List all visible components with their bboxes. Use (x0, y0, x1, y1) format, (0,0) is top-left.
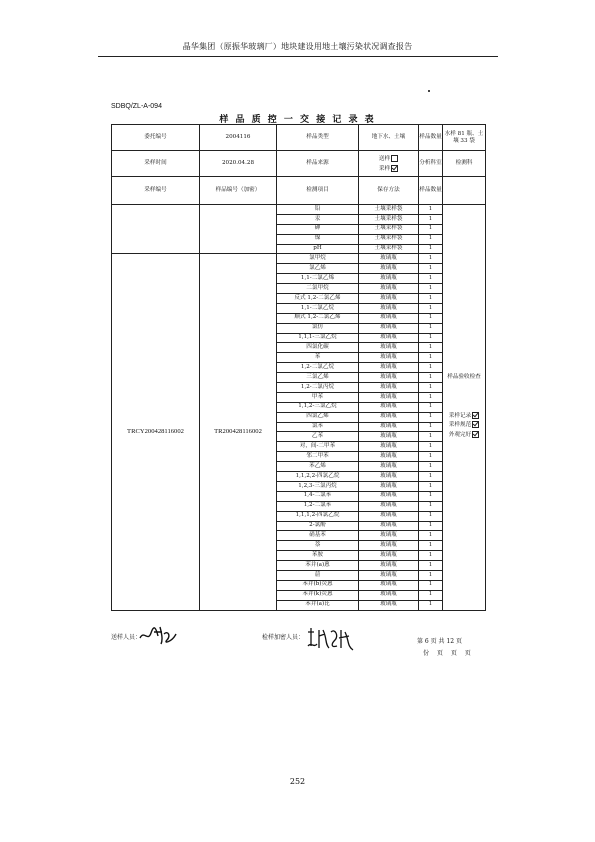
preserve-method-cell: 玻璃瓶 (359, 264, 419, 274)
receiver-signature (305, 626, 355, 652)
test-item-cell: 1,1,2,2-四氯乙烷 (277, 472, 359, 482)
test-item-cell: 苯胺 (277, 551, 359, 561)
sampling-no-cell: TRCY200428116002 (112, 254, 200, 610)
test-item-cell: 四氯乙烯 (277, 412, 359, 422)
sender-signature (138, 624, 178, 646)
preserve-method-cell: 玻璃瓶 (359, 501, 419, 511)
sample-qty-cell: 1 (419, 214, 443, 224)
test-item-cell: 甲苯 (277, 392, 359, 402)
preserve-method-cell: 土壤采样袋 (359, 205, 419, 215)
inspection-label: 样品验收检查 (447, 373, 481, 380)
checkbox-send[interactable] (391, 155, 398, 162)
preserve-method-cell: 玻璃瓶 (359, 333, 419, 343)
test-item-cell: 氯乙烯 (277, 264, 359, 274)
sample-qty-cell: 1 (419, 402, 443, 412)
preserve-method-cell: 土壤采样袋 (359, 234, 419, 244)
preserve-method-cell: 玻璃瓶 (359, 363, 419, 373)
inspection-check-item (443, 431, 485, 439)
soil-sampling-no-blank (112, 205, 200, 254)
test-item-cell: 砷 (277, 224, 359, 234)
preserve-method-cell: 玻璃瓶 (359, 284, 419, 294)
sample-qty-cell: 1 (419, 541, 443, 551)
inspection-check-item (443, 412, 485, 420)
sample-qty-cell: 1 (419, 432, 443, 442)
preserve-method-cell: 玻璃瓶 (359, 383, 419, 393)
test-item-cell: 1,1-二氯乙烯 (277, 274, 359, 284)
test-item-cell: 三氯乙烯 (277, 373, 359, 383)
col-sample-no: 样品编号（加密） (200, 177, 277, 205)
test-item-cell: 苯乙烯 (277, 462, 359, 472)
test-item-cell: 1,1,2-三氯乙烷 (277, 402, 359, 412)
sample-count-label: 样品数量 (419, 125, 443, 151)
sample-qty-cell: 1 (419, 274, 443, 284)
test-item-cell: 1,2-二氯丙烷 (277, 383, 359, 393)
sample-qty-cell: 1 (419, 472, 443, 482)
test-item-cell: 苯并(k)荧蒽 (277, 590, 359, 600)
test-item-cell: 1,4-二氯苯 (277, 491, 359, 501)
preserve-method-cell: 玻璃瓶 (359, 452, 419, 462)
test-item-cell: 䓛 (277, 570, 359, 580)
preserve-method-cell: 玻璃瓶 (359, 521, 419, 531)
soil-sample-no-blank (200, 205, 277, 254)
source-options (359, 151, 419, 177)
entrust-no-value: 2004116 (200, 125, 277, 151)
item-row (112, 205, 486, 215)
sample-qty-cell: 1 (419, 501, 443, 511)
checkbox-sampling[interactable] (391, 165, 398, 172)
sample-qty-cell: 1 (419, 333, 443, 343)
inspection-checkbox[interactable] (472, 421, 479, 428)
sample-qty-cell: 1 (419, 224, 443, 234)
source-option-send-label: 送样 (378, 155, 391, 162)
sample-type-value: 地下水、土壤 (359, 125, 419, 151)
test-item-cell: 氯仿 (277, 323, 359, 333)
preserve-method-cell: 玻璃瓶 (359, 511, 419, 521)
sample-qty-cell: 1 (419, 422, 443, 432)
test-item-cell: 2-氯酚 (277, 521, 359, 531)
sample-qty-cell: 1 (419, 353, 443, 363)
receiver-label: 检样加密人员： (262, 634, 305, 641)
test-item-cell: 1,1,1-三氯乙烷 (277, 333, 359, 343)
test-item-cell: 对，间-二甲苯 (277, 442, 359, 452)
sample-qty-cell: 1 (419, 531, 443, 541)
sample-qty-cell: 1 (419, 313, 443, 323)
preserve-method-cell: 玻璃瓶 (359, 392, 419, 402)
preserve-method-cell: 玻璃瓶 (359, 373, 419, 383)
col-sampling-no: 采样编号 (112, 177, 200, 205)
preserve-method-cell: 玻璃瓶 (359, 462, 419, 472)
preserve-method-cell: 玻璃瓶 (359, 580, 419, 590)
sample-qty-cell: 1 (419, 462, 443, 472)
sample-qty-cell: 1 (419, 521, 443, 531)
test-item-cell: 苯并(b)荧蒽 (277, 580, 359, 590)
sample-qty-cell: 1 (419, 491, 443, 501)
sample-qty-cell: 1 (419, 551, 443, 561)
test-item-cell: 二氯甲烷 (277, 284, 359, 294)
test-item-cell: 1,2-二氯苯 (277, 501, 359, 511)
preserve-method-cell: 玻璃瓶 (359, 561, 419, 571)
sample-qty-cell: 1 (419, 392, 443, 402)
analysis-dept-value: 检测科 (443, 151, 486, 177)
test-item-cell: 1,1-二氯乙烷 (277, 303, 359, 313)
test-item-cell: 氯苯 (277, 422, 359, 432)
inspection-checkbox[interactable] (472, 412, 479, 419)
preserve-method-cell: 玻璃瓶 (359, 412, 419, 422)
sample-qty-cell: 1 (419, 511, 443, 521)
page-count: 第 6 页 共 12 页 (417, 638, 462, 645)
col-test-item: 检测项目 (277, 177, 359, 205)
sample-qty-cell: 1 (419, 481, 443, 491)
test-item-cell: 铅 (277, 205, 359, 215)
test-item-cell: 1,1,1,2-四氯乙烷 (277, 511, 359, 521)
preserve-method-cell: 玻璃瓶 (359, 541, 419, 551)
inspection-cell (443, 205, 486, 611)
preserve-method-cell: 玻璃瓶 (359, 313, 419, 323)
sample-qty-cell: 1 (419, 363, 443, 373)
sample-qty-cell: 1 (419, 600, 443, 610)
sample-qty-cell: 1 (419, 412, 443, 422)
page-number: 252 (289, 777, 306, 786)
test-item-cell: 苯 (277, 353, 359, 363)
sample-qty-cell: 1 (419, 442, 443, 452)
inspection-check-label: 采样记录 (448, 412, 472, 419)
preserve-method-cell: 土壤采样袋 (359, 244, 419, 254)
test-item-cell: 苯并(a)芘 (277, 600, 359, 610)
preserve-method-cell: 玻璃瓶 (359, 303, 419, 313)
column-header-row (112, 177, 486, 205)
sample-qty-cell: 1 (419, 452, 443, 462)
preserve-method-cell: 玻璃瓶 (359, 353, 419, 363)
test-item-cell: 汞 (277, 214, 359, 224)
inspection-check-label: 外观完好 (448, 431, 472, 438)
analysis-dept-label: 分析科室 (419, 151, 443, 177)
col-sample-qty: 样品数量 (419, 177, 443, 205)
preserve-method-cell: 玻璃瓶 (359, 472, 419, 482)
sample-source-label: 样品来源 (277, 151, 359, 177)
sample-qty-cell: 1 (419, 323, 443, 333)
preserve-method-cell: 土壤采样袋 (359, 214, 419, 224)
test-item-cell: 乙苯 (277, 432, 359, 442)
preserve-method-cell: 土壤采样袋 (359, 224, 419, 234)
sample-qty-cell: 1 (419, 343, 443, 353)
sample-qty-cell: 1 (419, 580, 443, 590)
sample-count-value: 水样 81 瓶、土壤 33 袋 (443, 125, 486, 151)
preserve-method-cell: 玻璃瓶 (359, 590, 419, 600)
inspection-check-label: 采样规范 (448, 422, 472, 429)
test-item-cell: 氯甲烷 (277, 254, 359, 264)
sample-qty-cell: 1 (419, 373, 443, 383)
preserve-method-cell: 玻璃瓶 (359, 343, 419, 353)
test-item-cell: 萘 (277, 541, 359, 551)
sample-qty-cell: 1 (419, 383, 443, 393)
test-item-cell: 1,2,3-三氯丙烷 (277, 481, 359, 491)
sample-qty-cell: 1 (419, 590, 443, 600)
sample-qty-cell: 1 (419, 244, 443, 254)
sample-qty-cell: 1 (419, 234, 443, 244)
entrust-no-label: 委托编号 (112, 125, 200, 151)
sample-qty-cell: 1 (419, 205, 443, 215)
sample-qty-cell: 1 (419, 561, 443, 571)
col-blank (443, 177, 486, 205)
sampling-time-label: 采样时间 (112, 151, 200, 177)
preserve-method-cell: 玻璃瓶 (359, 491, 419, 501)
header-row-entrust (112, 125, 486, 151)
preserve-method-cell: 玻璃瓶 (359, 294, 419, 304)
sample-handover-table (111, 124, 486, 611)
header-divider (98, 56, 498, 57)
preserve-method-cell: 玻璃瓶 (359, 481, 419, 491)
scan-speck (428, 90, 430, 92)
preserve-method-cell: 玻璃瓶 (359, 402, 419, 412)
form-title: 样 品 质 控 一 交 接 记 录 表 (219, 115, 376, 125)
sample-qty-cell: 1 (419, 570, 443, 580)
sample-qty-cell: 1 (419, 264, 443, 274)
source-option-sample-label: 采样 (378, 165, 391, 172)
test-item-cell: 反式 1,2-二氯乙烯 (277, 294, 359, 304)
preserve-method-cell: 玻璃瓶 (359, 531, 419, 541)
preserve-method-cell: 玻璃瓶 (359, 600, 419, 610)
test-item-cell: 苯并(a)蒽 (277, 561, 359, 571)
sample-no-cell: TR200428116002 (200, 254, 277, 610)
sample-qty-cell: 1 (419, 303, 443, 313)
test-item-cell: pH (277, 244, 359, 254)
sender-label: 送样人员： (111, 634, 142, 641)
sample-qty-cell: 1 (419, 284, 443, 294)
sampling-time-value: 2020.04.28 (200, 151, 277, 177)
preserve-method-cell: 玻璃瓶 (359, 442, 419, 452)
test-item-cell: 硝基苯 (277, 531, 359, 541)
preserve-method-cell: 玻璃瓶 (359, 551, 419, 561)
preserve-method-cell: 玻璃瓶 (359, 254, 419, 264)
document-code: SDBQ/ZL-A-094 (111, 103, 162, 110)
test-item-cell: 邻二甲苯 (277, 452, 359, 462)
inspection-checkbox[interactable] (472, 431, 479, 438)
header-row-sampling (112, 151, 486, 177)
report-header: 晶华集团（原振华玻璃厂）地块建设用地土壤污染状况调查报告 (182, 42, 413, 51)
preserve-method-cell: 玻璃瓶 (359, 570, 419, 580)
preserve-method-cell: 玻璃瓶 (359, 432, 419, 442)
sample-type-label: 样品类型 (277, 125, 359, 151)
test-item-cell: 顺式 1,2-二氯乙烯 (277, 313, 359, 323)
inspection-check-item (443, 421, 485, 429)
test-item-cell: 镍 (277, 234, 359, 244)
test-item-cell: 四氯化碳 (277, 343, 359, 353)
source-option-sample (359, 165, 418, 173)
preserve-method-cell: 玻璃瓶 (359, 323, 419, 333)
page-count-sub: 份 页 页 页 (423, 650, 471, 657)
col-preserve-method: 保存方法 (359, 177, 419, 205)
source-option-send (359, 155, 418, 163)
sample-qty-cell: 1 (419, 294, 443, 304)
preserve-method-cell: 玻璃瓶 (359, 274, 419, 284)
sample-qty-cell: 1 (419, 254, 443, 264)
test-item-cell: 1,2-二氯乙烷 (277, 363, 359, 373)
item-row (112, 254, 486, 264)
preserve-method-cell: 玻璃瓶 (359, 422, 419, 432)
